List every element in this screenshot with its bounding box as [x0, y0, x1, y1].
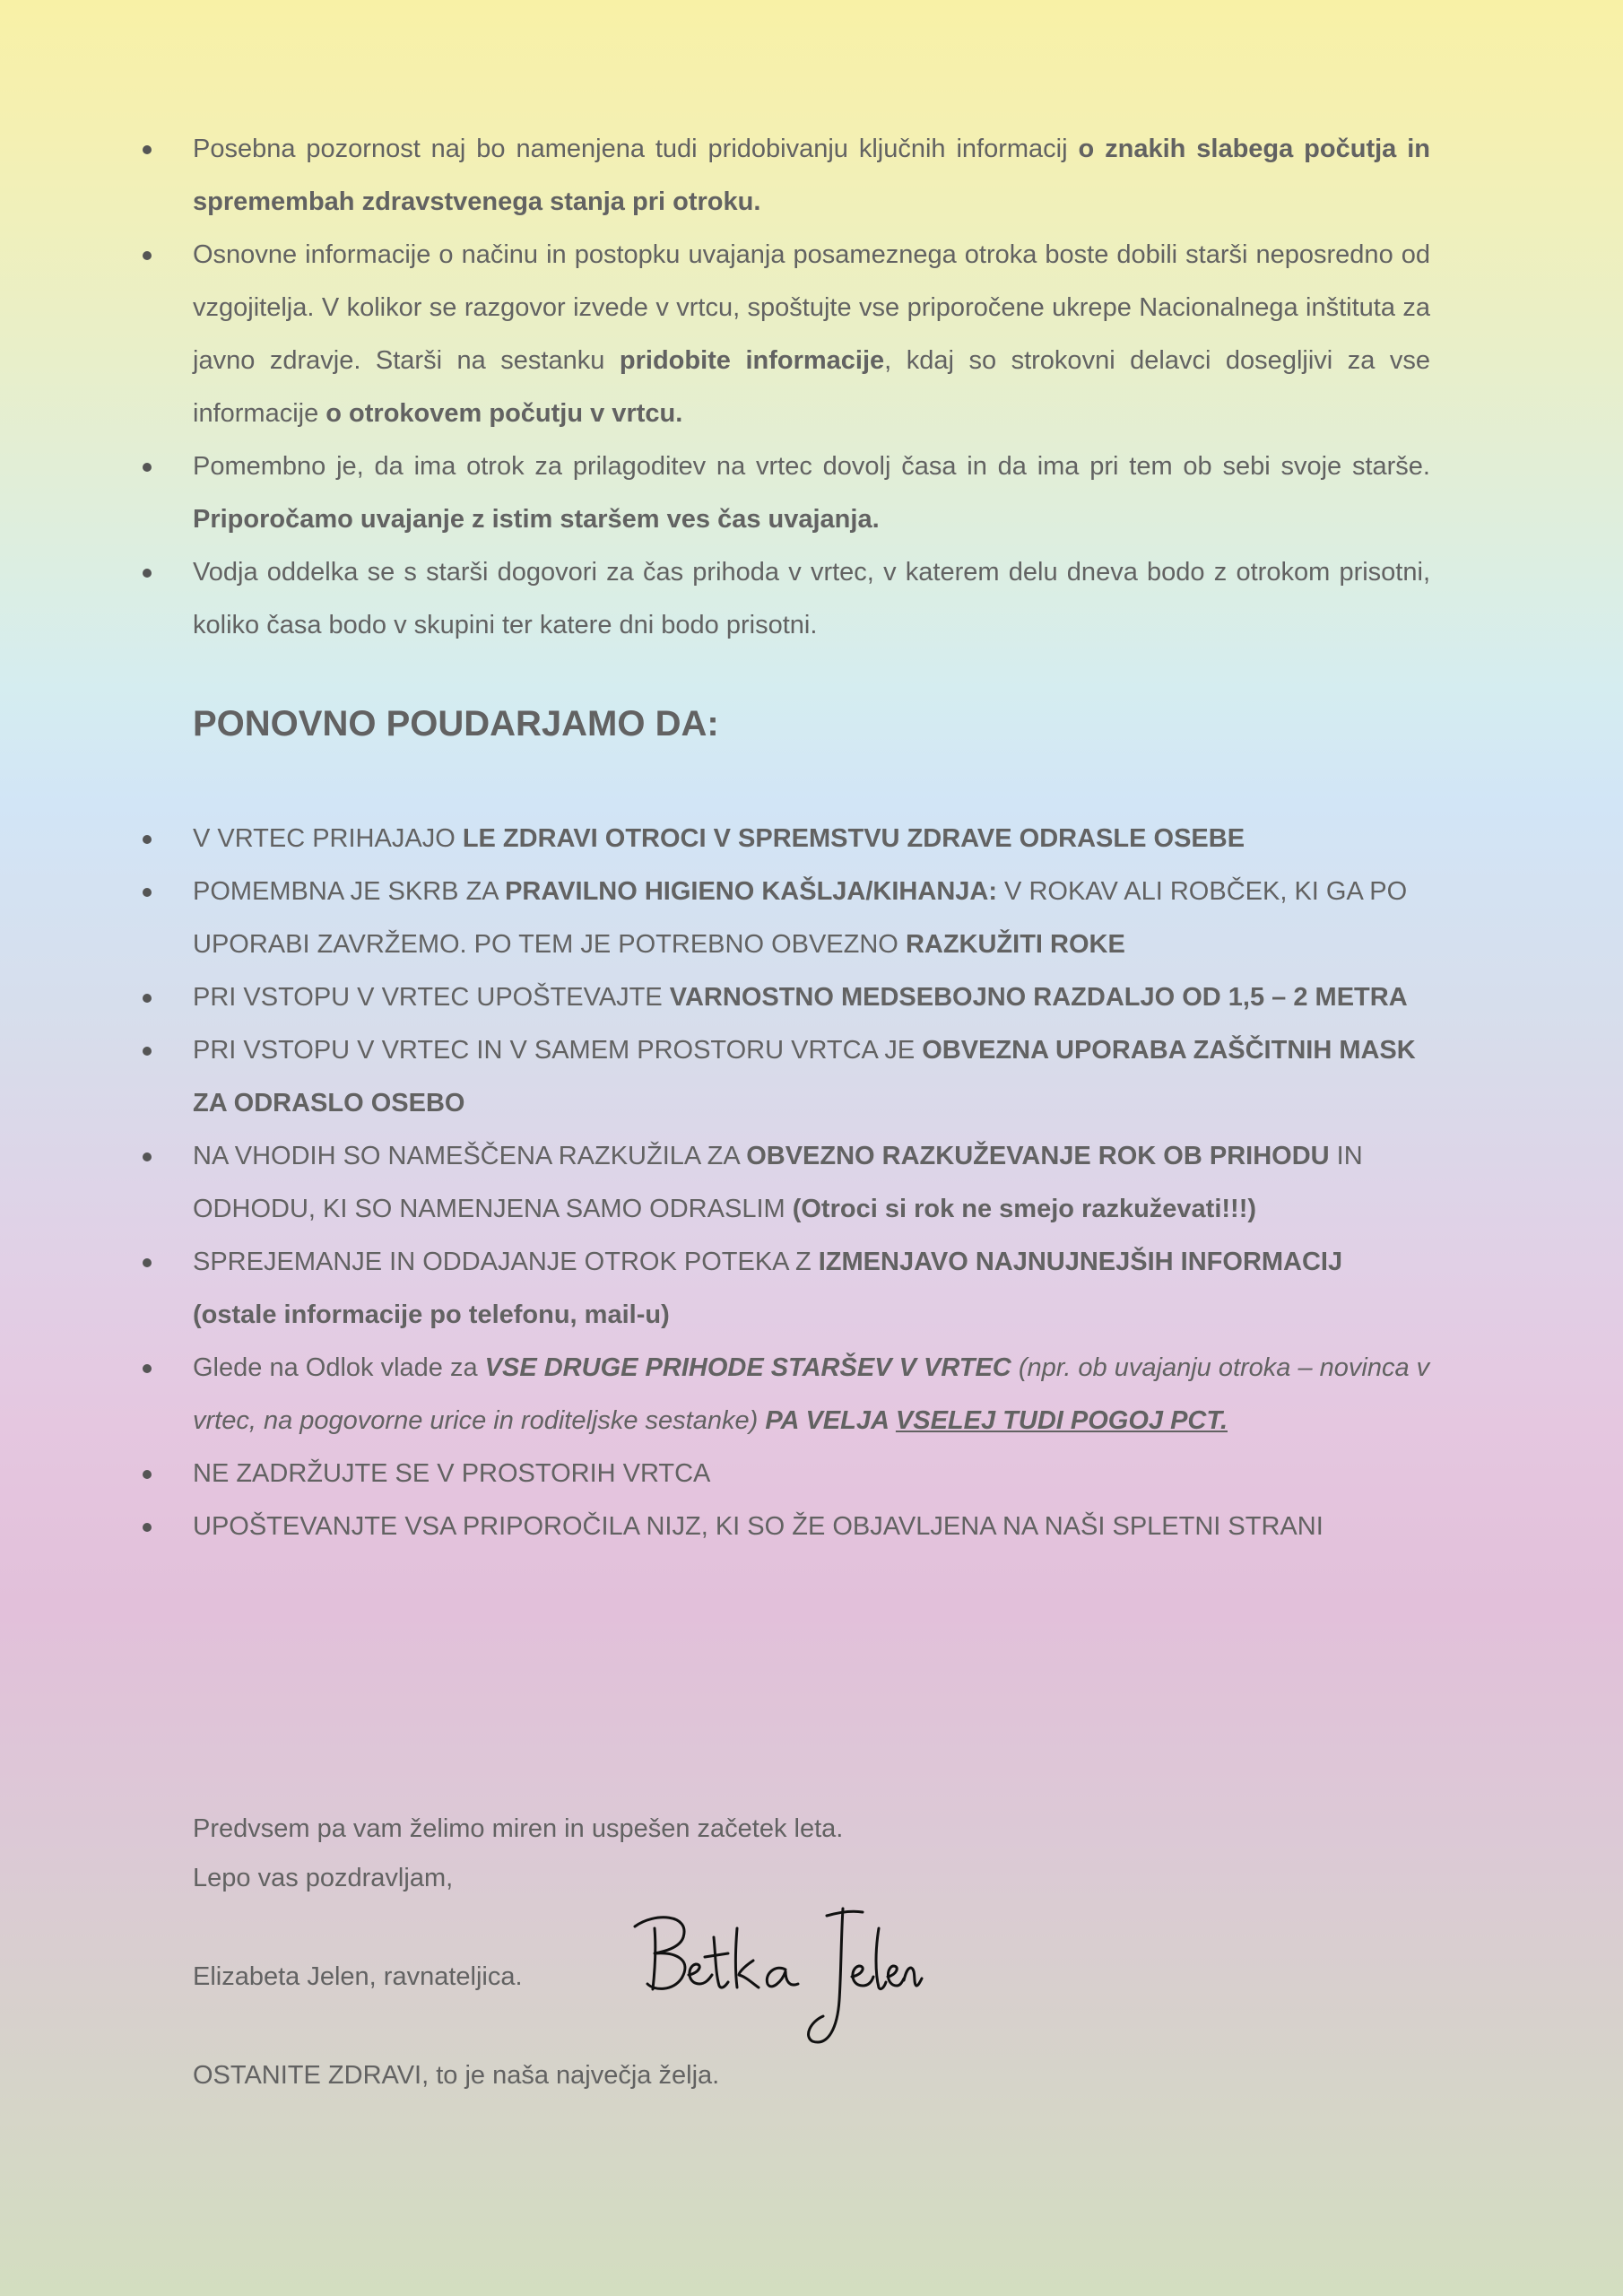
item-bold-text: PRAVILNO HIGIENO KAŠLJA/KIHANJA: [505, 877, 997, 906]
item-bold-text: OBVEZNO RAZKUŽEVANJE ROK OB PRIHODU [746, 1142, 1330, 1170]
item-text: POMEMBNA JE SKRB ZA [193, 877, 506, 906]
item-text: Posebna pozornost naj bo namenjena tudi pridobivanju ključnih informacij [193, 135, 1079, 163]
list-item [193, 1236, 1430, 1342]
item-text: Vodja oddelka se s starši dogovori za čas prihoda v vrtec, v katerem delu dneva bodo z otrokom prisotni, koliko časa bodo v skupini ter katere dni bodo prisotni. [193, 558, 1430, 639]
item-bold-text: OBVEZNA UPORABA ZAŠČITNIH MASK ZA ODRASLO OSEBO [193, 1036, 1416, 1118]
signer-name: Elizabeta Jelen, ravnateljica. [193, 1962, 523, 1991]
info-bullet-list [193, 123, 1430, 652]
item-bold-text: pridobite informacije [619, 346, 885, 375]
list-item [193, 865, 1430, 971]
list-item [193, 1500, 1430, 1553]
list-item [193, 440, 1430, 546]
closing-wish: Predvsem pa vam želimo miren in uspešen začetek leta. [193, 1814, 844, 1843]
item-text: Glede na Odlok vlade za [193, 1353, 485, 1382]
item-bold-italic-text: VSE DRUGE PRIHODE STARŠEV V VRTEC [484, 1353, 1011, 1382]
item-text: V ROKAV ALI ROBČEK, KI GA PO UPORABI ZAVRŽEMO. PO TEM JE POTREBNO OBVEZNO [193, 877, 1408, 959]
item-bold-text: VARNOSTNO MEDSEBOJNO RAZDALJO OD 1,5 – 2 METRA [669, 983, 1408, 1012]
list-item [193, 229, 1430, 440]
item-text: SPREJEMANJE IN ODDAJANJE OTROK POTEKA Z [193, 1248, 819, 1276]
list-item [193, 971, 1430, 1024]
closing-greeting: Lepo vas pozdravljam, [193, 1864, 454, 1892]
list-item [193, 1342, 1430, 1448]
item-bold-italic-text: PA VELJA [765, 1406, 896, 1435]
item-text: NE ZADRŽUJTE SE V PROSTORIH VRTCA [193, 1459, 711, 1488]
rules-bullet-list [193, 813, 1430, 1553]
item-text: UPOŠTEVANJTE VSA PRIPOROČILA NIJZ, KI SO ŽE OBJAVLJENA NA NAŠI SPLETNI STRANI [193, 1512, 1324, 1541]
list-item [193, 813, 1430, 865]
item-bold-text: (Otroci si rok ne smejo razkuževati!!!) [792, 1195, 1257, 1223]
handwritten-signature [628, 1901, 924, 2054]
item-text: V VRTEC PRIHAJAJO [193, 824, 463, 853]
item-bold-text: o otrokovem počutju v vrtcu. [325, 399, 683, 428]
item-italic-text: (npr. ob uvajanju otroka – novinca v vrtec, na pogovorne urice in roditeljske sestanke) [193, 1353, 1430, 1435]
closing-final: OSTANITE ZDRAVI, to je naša največja želja. [193, 2061, 720, 2090]
list-item [193, 1130, 1430, 1236]
item-text: , kdaj so strokovni delavci dosegljivi za vse informacije [193, 346, 1430, 428]
item-bold-text: LE ZDRAVI OTROCI V SPREMSTVU ZDRAVE ODRASLE OSEBE [462, 824, 1245, 853]
section-heading: PONOVNO POUDARJAMO DA: [193, 704, 719, 744]
item-text: NA VHODIH SO NAMEŠČENA RAZKUŽILA ZA [193, 1142, 747, 1170]
item-bold-text: o znakih slabega počutja in spremembah zdravstvenega stanja pri otroku. [193, 135, 1430, 216]
item-underlined-text: VSELEJ TUDI POGOJ PCT. [895, 1406, 1228, 1435]
list-item [193, 1448, 1430, 1500]
list-item [193, 1024, 1430, 1130]
item-text: PRI VSTOPU V VRTEC UPOŠTEVAJTE [193, 983, 670, 1012]
item-text: Osnovne informacije o načinu in postopku uvajanja posameznega otroka boste dobili starši neposredno od vzgojitelja. V kolikor se razgovor izvede v vrtcu, spoštujte vse priporočene ukrepe Nacionalnega inštituta za javno zdravje. Starši na sestanku [193, 240, 1430, 375]
list-item [193, 546, 1430, 652]
item-text: IN ODHODU, KI SO NAMENJENA SAMO ODRASLIM [193, 1142, 1363, 1223]
item-bold-text: Priporočamo uvajanje z istim staršem ves čas uvajanja. [193, 505, 880, 534]
item-bold-text: RAZKUŽITI ROKE [905, 930, 1125, 959]
item-text: PRI VSTOPU V VRTEC IN V SAMEM PROSTORU VRTCA JE [193, 1036, 923, 1065]
item-bold-text: IZMENJAVO NAJNUJNEJŠIH INFORMACIJ (ostale informacije po telefonu, mail-u) [193, 1248, 1343, 1329]
item-text: Pomembno je, da ima otrok za prilagoditev na vrtec dovolj časa in da ima pri tem ob sebi svoje starše. [193, 452, 1430, 481]
list-item [193, 123, 1430, 229]
